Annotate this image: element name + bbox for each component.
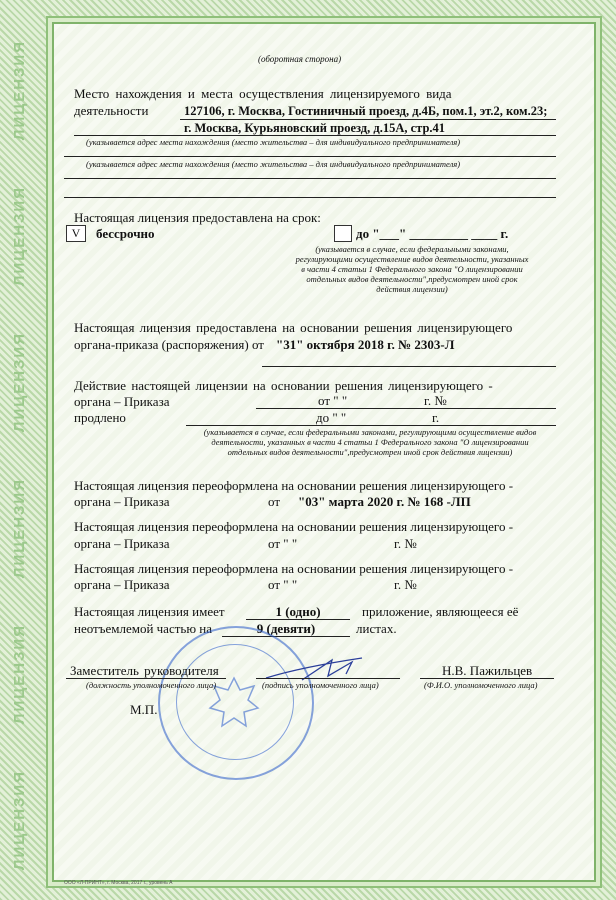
address-hint-2: (указывается адрес места нахождения (место жительства – для индивидуального предпринимателя): [86, 159, 461, 169]
extension-line-2: органа – Приказа: [74, 394, 170, 409]
print-footer: ООО «Л-ПРИНТ», г. Москва, 2017 г., уровень А: [64, 880, 173, 886]
reissue-1-line-1: Настоящая лицензия переоформлена на основании решения лицензирующего -: [74, 478, 514, 493]
side-label: ЛИЦЕНЗИЯ: [10, 40, 28, 141]
underline: [246, 619, 350, 620]
underline: [64, 197, 556, 198]
side-label: ЛИЦЕНЗИЯ: [10, 769, 28, 870]
underline: [262, 366, 556, 367]
location-label-2: деятельности: [74, 103, 149, 118]
appendix-line-1: Настоящая лицензия имеет: [74, 604, 225, 619]
extension-year: г.: [432, 410, 440, 425]
hint-name: (Ф.И.О. уполномоченного лица): [424, 680, 538, 690]
side-label: ЛИЦЕНЗИЯ: [10, 331, 28, 433]
term-note-line: (указывается в случае, если федеральными законами,: [315, 244, 509, 254]
location-label: Место нахождения и места осуществления лицензируемого вида: [74, 86, 452, 101]
underline: [186, 425, 556, 426]
extension-note-line: отдельных видов деятельности",предусмотрен иной срок действия лицензии): [227, 447, 513, 457]
side-label: ЛИЦЕНЗИЯ: [10, 185, 28, 287]
reissue-1-line-2: органа – Приказа: [74, 494, 170, 509]
address-line-2: г. Москва, Курьяновский проезд, д.15А, стр.41: [184, 121, 446, 135]
appendix-sheets: 9 (девяти): [256, 621, 316, 636]
term-value: бессрочно: [96, 226, 155, 241]
basis-decision: "31" октября 2018 г. № 2303-Л: [276, 337, 455, 352]
term-note-line: отдельных видов деятельности",предусмотрен иной срок: [306, 274, 518, 284]
term-note-line: действия лицензии): [376, 284, 448, 294]
reissue-2-from: от " ": [268, 536, 298, 551]
underline: [64, 178, 556, 179]
appendix-line-2: неотъемлемой частью на: [74, 621, 213, 636]
term-until: до "___" _________ ____ г.: [356, 226, 509, 241]
extension-until: до " ": [316, 410, 347, 425]
extension-year-no: г. №: [424, 393, 447, 408]
extension-line-3: продлено: [74, 410, 126, 425]
basis-line-1: Настоящая лицензия предоставлена на основании решения лицензирующего: [74, 320, 513, 335]
term-label: Настоящая лицензия предоставлена на срок:: [74, 210, 321, 225]
reissue-3-line-1: Настоящая лицензия переоформлена на основании решения лицензирующего -: [74, 561, 514, 576]
underline: [420, 678, 554, 679]
extension-note-line: деятельности, указанных в части 4 статьи 1 Федерального закона "О лицензировании: [211, 437, 529, 447]
reissue-2-value: г. №: [394, 536, 417, 551]
side-band: [6, 40, 32, 870]
reissue-3-from: от " ": [268, 577, 298, 592]
side-label: ЛИЦЕНЗИЯ: [10, 623, 28, 724]
term-note-line: регулирующими осуществление видов деятельности, указанных: [295, 254, 529, 264]
address-hint-1: (указывается адрес места нахождения (место жительства – для индивидуального предпринимателя): [86, 137, 461, 147]
signer-name: Н.В. Пажильцев: [442, 663, 533, 678]
underline: [66, 678, 226, 679]
underline: [256, 678, 400, 679]
appendix-line-2b: листах.: [356, 621, 397, 636]
reissue-1-value: "03" марта 2020 г. № 168 -ЛП: [298, 494, 471, 509]
extension-note-line: (указывается в случае, если федеральными законами, регулирующими осуществление видов: [203, 427, 537, 437]
term-note: [262, 244, 562, 294]
seal-place: М.П.: [130, 702, 158, 717]
underline: [256, 408, 556, 409]
reissue-2-line-1: Настоящая лицензия переоформлена на основании решения лицензирующего -: [74, 519, 514, 534]
side-label: ЛИЦЕНЗИЯ: [10, 477, 28, 579]
page-side-label: (оборотная сторона): [258, 54, 342, 64]
basis-line-2: органа-приказа (распоряжения) от: [74, 337, 264, 352]
hint-signature: (подпись уполномоченного лица): [262, 680, 379, 690]
reissue-3-line-2: органа – Приказа: [74, 577, 170, 592]
extension-line-1: Действие настоящей лицензии на основании решения лицензирующего -: [74, 378, 493, 393]
underline: [74, 135, 556, 136]
signer-position: Заместитель руководителя: [70, 663, 219, 678]
reissue-2-line-2: органа – Приказа: [74, 536, 170, 551]
term-checkbox: V: [66, 225, 86, 242]
address-line-1: 127106, г. Москва, Гостиничный проезд, д.4Б, пом.1, эт.2, ком.23;: [184, 104, 548, 118]
extension-from: от " ": [318, 393, 348, 408]
underline: [64, 156, 556, 157]
reissue-3-value: г. №: [394, 577, 417, 592]
reissue-1-from: от: [268, 494, 281, 509]
hint-position: (должность уполномоченного лица): [86, 680, 217, 690]
extension-note: [180, 427, 560, 457]
appendix-line-1b: приложение, являющееся её: [362, 604, 519, 619]
appendix-count: 1 (одно): [275, 604, 321, 619]
term-note-line: в части 4 статьи 1 Федерального закона "О лицензировании: [301, 264, 523, 274]
term-until-checkbox: [334, 225, 352, 242]
